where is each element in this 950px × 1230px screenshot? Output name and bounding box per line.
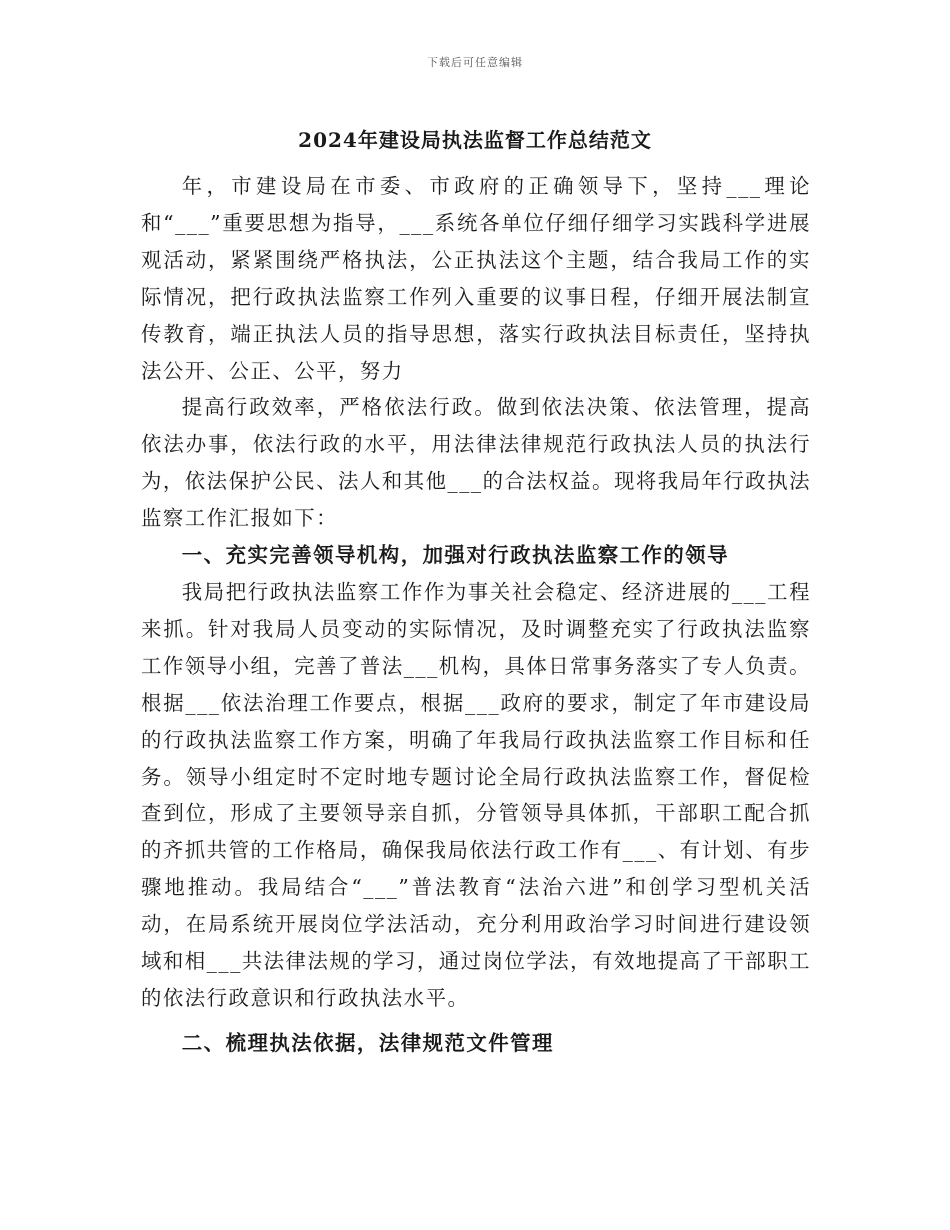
section-heading-2: 二、梳理执法依据，法律规范文件管理 <box>181 1030 554 1055</box>
paragraph-intro: 年，市建设局在市委、市政府的正确领导下，坚持___理论和“___”重要思想为指导，___系统各单位仔细仔细学习实践科学进展观活动，紧紧围绕严格执法，公正执法这个主题，结合我局工作的实际情况，把行政执法监察工作列入重要的议事日程，仔细开展法制宣传教育，端正执法人员的指导思想，落实行政执法目标责任，坚持执法公开、公正、公平，努力 <box>141 174 811 383</box>
document-body <box>141 168 811 1062</box>
paragraph-leadership: 我局把行政执法监察工作作为事关社会稳定、经济进展的___工程来抓。针对我局人员变动的实际情况，及时调整充实了行政执法监察工作领导小组，完善了普法___机构，具体日常事务落实了专人负责。根据___依法治理工作要点，根据___政府的要求，制定了年市建设局的行政执法监察工作方案，明确了年我局行政执法监察工作目标和任务。领导小组定时不定时地专题讨论全局行政执法监察工作，督促检查到位，形成了主要领导亲自抓，分管领导具体抓，干部职工配合抓的齐抓共管的工作格局，确保我局依法行政工作有___、有计划、有步骤地推动。我局结合“___”普法教育“法治六进”和创学习型机关活动，在局系统开展岗位学法活动，充分利用政治学习时间进行建设领域和相___共法律法规的学习，通过岗位学法，有效地提高了干部职工的依法行政意识和行政执法水平。 <box>141 579 811 1010</box>
document-title: 2024年建设局执法监督工作总结范文 <box>298 128 652 152</box>
paragraph-efficiency: 提高行政效率，严格依法行政。做到依法决策、依法管理，提高依法办事，依法行政的水平，用法律法律规范行政执法人员的执法行为，依法保护公民、法人和其他___的合法权益。现将我局年行政执法监察工作汇报如下： <box>141 395 811 531</box>
section-heading-1: 一、充实完善领导机构，加强对行政执法监察工作的领导 <box>181 543 730 568</box>
header-note: 下载后可任意编辑 <box>427 56 523 69</box>
